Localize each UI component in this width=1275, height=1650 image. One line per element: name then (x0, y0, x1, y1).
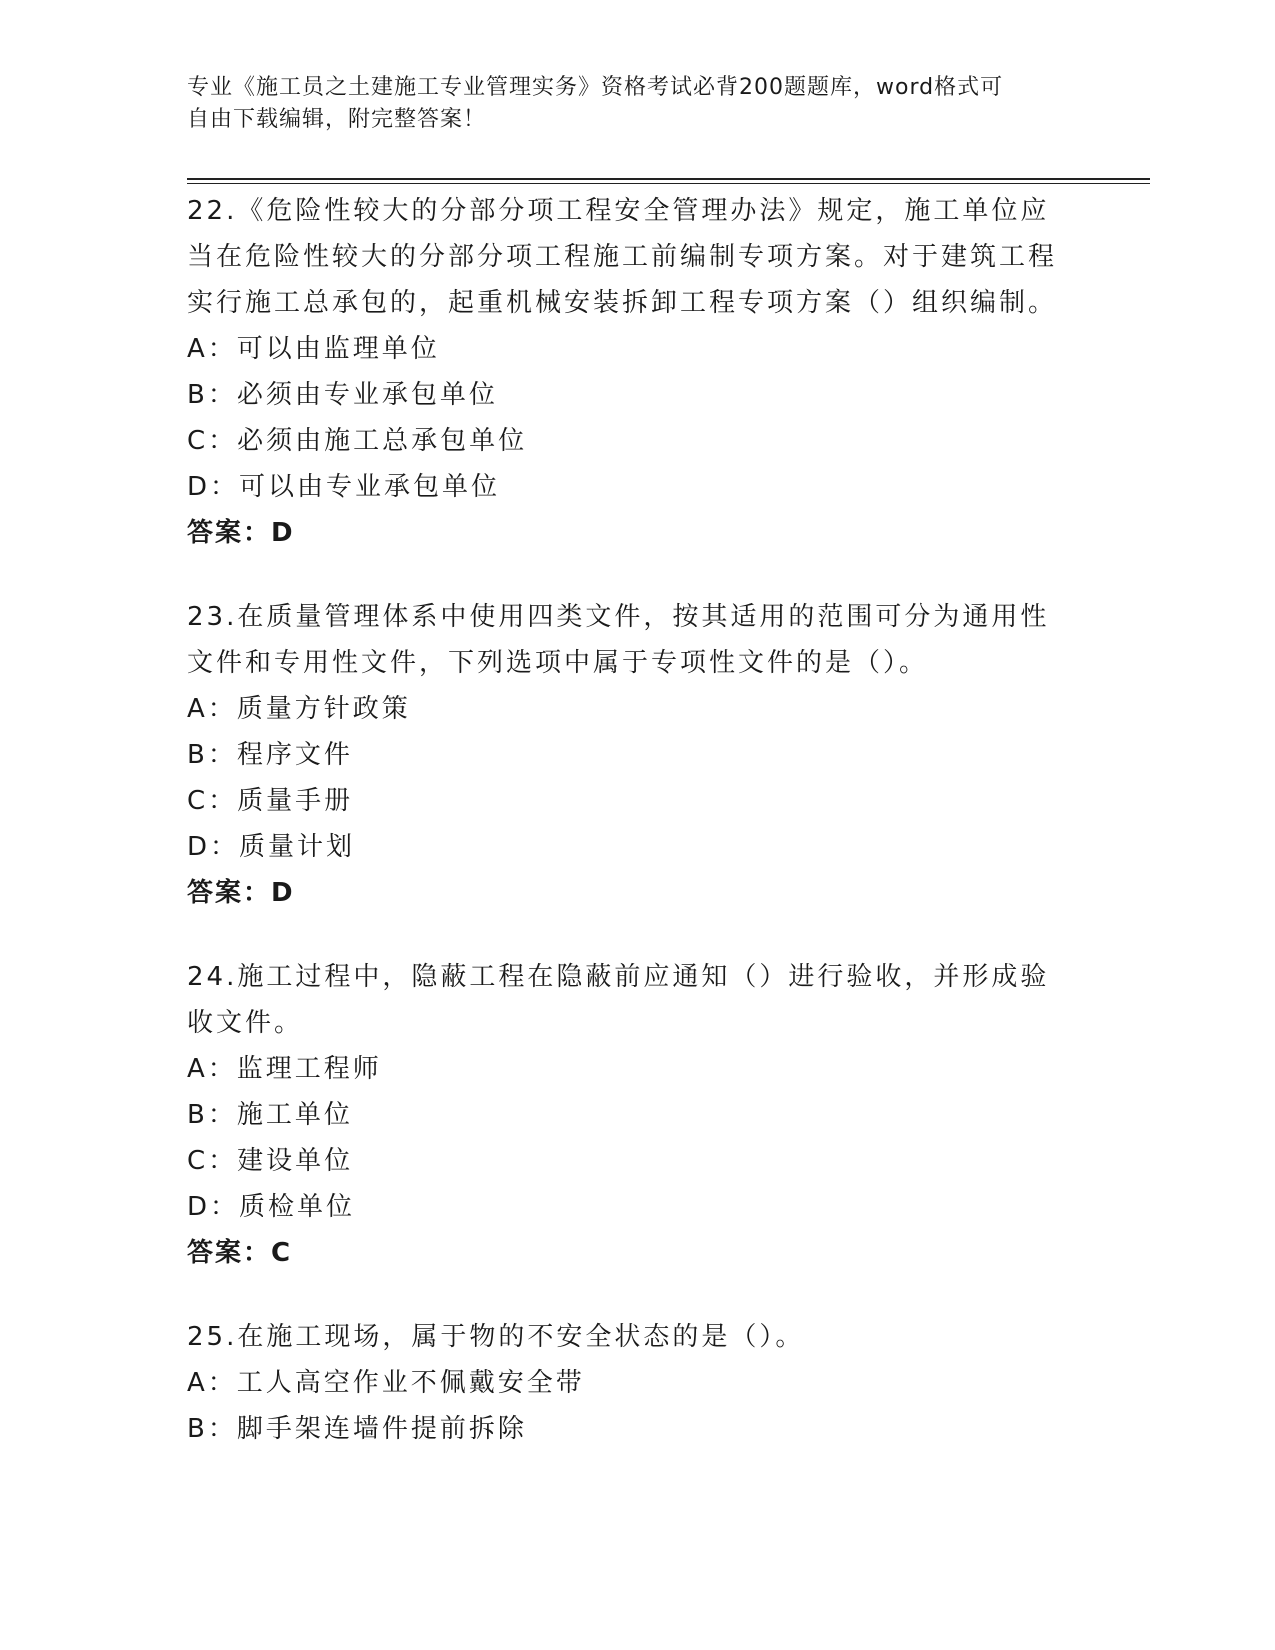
answer: 答案：D (187, 518, 295, 548)
question-22 (187, 188, 1077, 556)
question-text: 22.《危险性较大的分部分项工程安全管理办法》规定，施工单位应当在危险性较大的分部分项工程施工前编制专项方案。对于建筑工程实行施工总承包的，起重机械安装拆卸工程专项方案（）组织编制。 (187, 196, 1058, 318)
header-divider-thin (187, 183, 1150, 184)
answer: 答案：C (187, 1238, 293, 1268)
option-a: A：质量方针政策 (187, 694, 411, 724)
question-25 (187, 1314, 1077, 1452)
option-c: C：建设单位 (187, 1146, 354, 1176)
question-text: 23.在质量管理体系中使用四类文件，按其适用的范围可分为通用性文件和专用性文件，下列选项中属于专项性文件的是（）。 (187, 602, 1050, 678)
option-a: A：工人高空作业不佩戴安全带 (187, 1368, 585, 1398)
document-header (187, 72, 1067, 136)
option-b: B：必须由专业承包单位 (187, 380, 498, 410)
option-a: A：监理工程师 (187, 1054, 382, 1084)
option-d: D：可以由专业承包单位 (187, 472, 501, 502)
question-text: 25.在施工现场，属于物的不安全状态的是（）。 (187, 1322, 805, 1352)
option-b: B：程序文件 (187, 740, 353, 770)
question-23 (187, 594, 1077, 916)
question-list (187, 188, 1077, 1490)
option-d: D：质检单位 (187, 1192, 356, 1222)
option-a: A：可以由监理单位 (187, 334, 440, 364)
header-divider-thick (187, 178, 1150, 180)
question-24 (187, 954, 1077, 1276)
header-line-1: 专业《施工员之土建施工专业管理实务》资格考试必背200题题库，word格式可 (187, 75, 1004, 100)
option-d: D：质量计划 (187, 832, 356, 862)
option-b: B：脚手架连墙件提前拆除 (187, 1414, 527, 1444)
option-c: C：必须由施工总承包单位 (187, 426, 528, 456)
answer: 答案：D (187, 878, 295, 908)
question-text: 24.施工过程中，隐蔽工程在隐蔽前应通知（）进行验收，并形成验收文件。 (187, 962, 1050, 1038)
header-line-2: 自由下载编辑，附完整答案！ (187, 107, 487, 132)
option-b: B：施工单位 (187, 1100, 353, 1130)
option-c: C：质量手册 (187, 786, 354, 816)
